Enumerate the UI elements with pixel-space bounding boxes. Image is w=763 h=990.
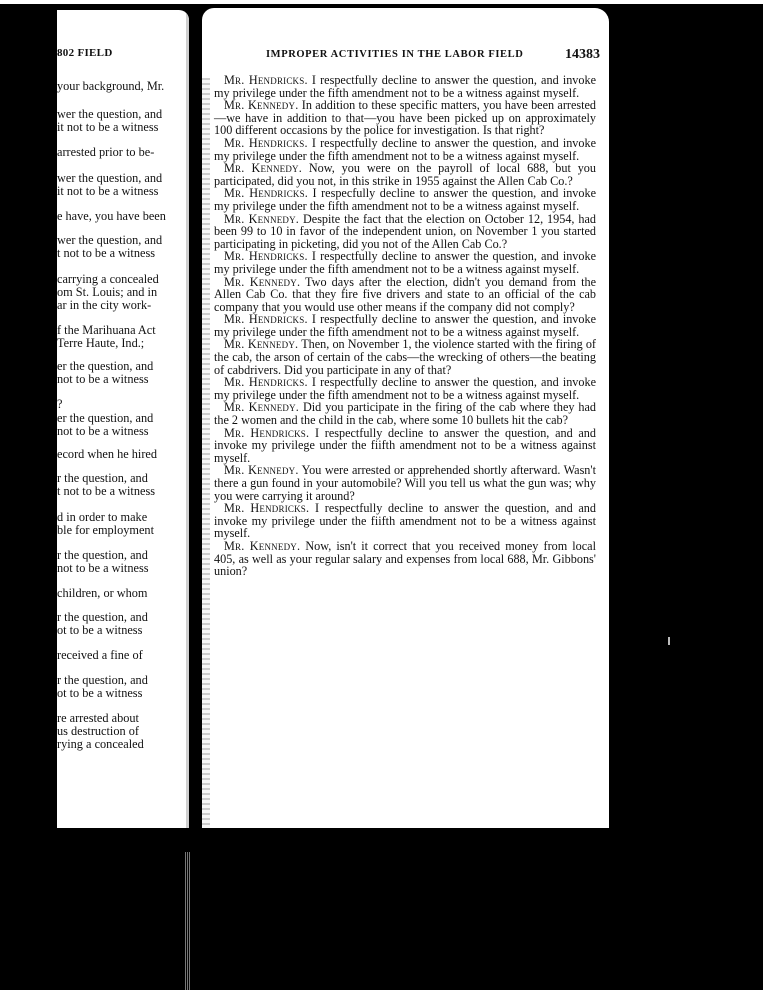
left-page [57,10,189,828]
left-page-fragment: r the question, and [57,610,148,624]
left-page-fragment: ot to be a witness [57,686,143,700]
speaker-statement: I respectfully decline to answer the question, and and invoke my privilege under the fiifth amendment not to be a witness against myself. [214,501,596,541]
left-page-fragment: us destruction of [57,724,139,738]
speaker-statement: Despite the fact that the election on October 12, 1954, had been 99 to 10 in favor of the independent union, on November 1 you started participating in picketing, did you not of the Allen Cab Co.? [214,211,596,251]
testimony-paragraph [214,250,596,275]
speaker-name: Mr. Hendricks. [224,425,310,440]
testimony-paragraph [214,464,596,502]
left-page-fragment: not to be a witness [57,372,149,386]
testimony-paragraph [214,376,596,401]
speaker-name: Mr. Hendricks. [224,135,308,150]
left-page-fragment: er the question, and [57,359,154,373]
left-page-fragment: Terre Haute, Ind.; [57,336,145,350]
left-page-fragment: re arrested about [57,711,139,725]
left-page-fragment: arrested prior to be- [57,145,155,159]
left-page-fragment: received a fine of [57,648,143,662]
speaker-name: Mr. Hendricks. [224,501,310,516]
speaker-statement: You were arrested or apprehended shortly afterward. Wasn't there a gun found in your automobile? Will you tell us what the gun was; why you were carrying it around? [214,463,596,503]
speaker-statement: I respectfully decline to answer the question, and invoke my privilege under the fifth amendment not to be a witness against myself. [214,135,596,163]
speaker-name: Mr. Kennedy. [224,274,301,289]
speaker-name: Mr. Hendricks. [224,312,308,327]
left-page-fragment: er the question, and [57,411,154,425]
left-page-fragment: carrying a concealed [57,272,159,286]
speaker-name: Mr. Kennedy. [224,463,299,478]
scan-mark [668,637,670,645]
speaker-name: Mr. Hendricks. [224,375,308,390]
page-number: 14383 [565,47,600,62]
left-page-fragment: d in order to make [57,510,148,524]
testimony-paragraph [214,502,596,540]
speaker-statement: I respecfully decline to answer the question, and invoke my privilege under the fifth amendment not to be a witness against myself. [214,186,596,213]
running-head [266,47,600,63]
left-page-fragment: r the question, and [57,673,148,687]
left-page-fragment: t not to be a witness [57,246,156,260]
testimony-body [214,74,596,578]
speaker-statement: Two days after the election, didn't you demand from the Allen Cab Co. that they fire five drivers and state to an official of the cab company that you would use other means if the company did not comply? [214,274,596,314]
left-page-fragment: ? [57,397,63,411]
left-page-fragment: ble for employment [57,523,154,537]
left-page-fragment: ot to be a witness [57,623,143,637]
left-page-fragment: e have, you have been [57,209,166,223]
speaker-statement: I respectfully decline to answer the question, and invoke my privilege under the fifth amendment not to be a witness against myself. [214,73,596,100]
speaker-name: Mr. Kennedy. [224,400,300,415]
left-page-fragment: wer the question, and [57,107,163,121]
testimony-paragraph [214,162,596,187]
left-page-header: 802 FIELD [57,47,113,59]
left-page-fragment: r the question, and [57,471,148,485]
scan-top-edge [0,0,763,4]
left-page-fragment: children, or whom [57,586,148,600]
left-page-fragment: it not to be a witness [57,120,159,134]
speaker-statement: Did you participate in the firing of the cab where they had the 2 women and the child in the cab, where some 10 bullets hit the cab? [214,400,596,428]
left-page-fragment: t not to be a witness [57,484,156,498]
speaker-statement: Now, isn't it correct that you received money from local 405, as well as your regular salary and expenses from local 688, Mr. Gibbons' union? [214,538,596,579]
scan-artifact [185,852,191,990]
testimony-paragraph [214,187,596,212]
left-page-fragment: it not to be a witness [57,184,159,198]
speaker-name: Mr. Hendricks. [224,249,308,264]
speaker-statement: I respectfully decline to answer the question, and invoke my privilege under the fifth amendment not to be a witness against myself. [214,249,596,276]
testimony-paragraph [214,540,596,578]
left-page-fragment: wer the question, and [57,171,163,185]
left-page-fragment: wer the question, and [57,233,163,247]
testimony-paragraph [214,313,596,338]
testimony-paragraph [214,137,596,162]
testimony-paragraph [214,338,596,376]
right-page [202,8,609,828]
testimony-paragraph [214,74,596,99]
left-page-fragment: not to be a witness [57,561,149,575]
left-page-fragment: rying a concealed [57,737,144,751]
binding-gutter [202,78,210,828]
speaker-statement: I respectfully decline to answer the question, and invoke my privilege under the fifth amendment not to be a witness against myself. [214,375,596,402]
testimony-paragraph [214,427,596,465]
left-page-fragment: not to be a witness [57,424,149,438]
left-page-fragment: ecord when he hired [57,447,158,461]
left-page-fragment: r the question, and [57,548,148,562]
speaker-name: Mr. Kennedy. [224,211,300,226]
speaker-statement: Then, on November 1, the violence started with the firing of the cab, the arson of certain of the cabs—the wrecking of others—the beating of cabdrivers. Did you participate in any of that? [214,337,596,377]
speaker-name: Mr. Kennedy. [224,161,302,176]
speaker-name: Mr. Kennedy. [224,538,301,553]
left-page-fragment: your background, Mr. [57,79,165,93]
left-page-fragment: f the Marihuana Act [57,323,156,337]
speaker-name: Mr. Hendricks. [224,73,308,87]
speaker-name: Mr. Kennedy. [224,98,299,113]
testimony-paragraph [214,213,596,251]
speaker-name: Mr. Hendricks. [224,186,309,201]
running-title: IMPROPER ACTIVITIES IN THE LABOR FIELD [266,49,524,60]
speaker-statement: Now, you were on the payroll of local 688, but you participated, did you not, in this strike in 1955 against the Allen Cab Co.? [214,161,596,188]
testimony-paragraph [214,99,596,137]
left-page-edge [186,10,189,828]
speaker-statement: I respectfully decline to answer the question, and and invoke my privilege under the fiifth amendment not to be a witness against myself. [214,425,596,465]
speaker-name: Mr. Kennedy. [224,337,299,352]
testimony-paragraph [214,276,596,314]
left-page-fragment: om St. Louis; and in [57,285,158,299]
testimony-paragraph [214,401,596,426]
left-page-fragment: ar in the city work- [57,298,152,312]
speaker-statement: In addition to these specific matters, you have been arrested—we have in addition to that—you have been picked up on approximately 100 different occasions by the police for investigation. Is that right? [214,98,596,138]
speaker-statement: I respectfully decline to answer the question, and invoke my privilege under the fifth amendment not to be a witness against myself. [214,312,596,339]
